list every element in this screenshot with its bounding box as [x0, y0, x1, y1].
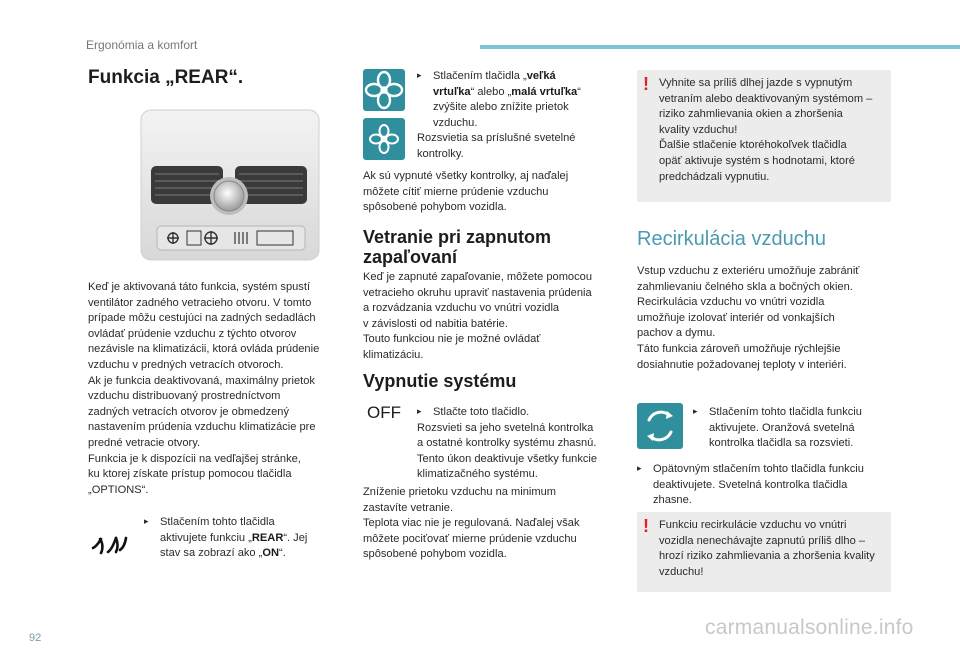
title-line: zapaľovaní	[363, 247, 457, 267]
text-line: Vstup vzduchu z exteriéru umožňuje zabrániť	[637, 265, 860, 277]
off-note	[363, 485, 618, 563]
warning-box-recirculation	[637, 512, 891, 592]
instr-line: aktivujete. Oranžová svetelná	[709, 421, 855, 434]
warning-box-ventilation	[637, 70, 891, 202]
text-line: klimatizáciu.	[363, 348, 424, 361]
instr-line: “ alebo „	[470, 85, 512, 98]
bullet-icon: ▸	[693, 406, 698, 416]
bullet-icon: ▸	[144, 516, 149, 526]
text-line: nezávisle na klimatizácii, ktorá ovláda prúdenie	[88, 343, 320, 356]
ventilation-title	[363, 227, 623, 267]
text-line: Funkcia je k dispozícii na vedľajšej stránke,	[88, 452, 301, 465]
text-line: „OPTIONS“.	[88, 483, 149, 496]
rear-function-icon	[88, 532, 132, 556]
rear-vent-panel-image	[137, 104, 323, 266]
text-line: predné vetracie otvory.	[88, 436, 201, 449]
text-line: a rozvádzania vzduchu vo vnútri vozidla	[363, 302, 560, 315]
on-keyword: ON	[262, 547, 279, 560]
instr-line: zvýšite alebo znížite prietok	[433, 101, 569, 114]
warning-icon: !	[643, 74, 649, 94]
text-line: Zníženie prietoku vzduchu na minimum	[363, 486, 556, 498]
instr-line: aktivujete funkciu „	[160, 531, 252, 544]
instr-line: Opätovným stlačením tohto tlačidla funkciu	[653, 463, 864, 475]
instr-line: “	[577, 85, 581, 98]
off-instruction	[417, 404, 627, 483]
instr-line: Stlačením tlačidla „	[433, 70, 527, 82]
recirculation-title: Recirkulácia vzduchu	[637, 228, 826, 250]
instr-line: kontrolka tlačidla sa rozsvieti.	[709, 437, 854, 450]
text-line: Recirkulácia vzduchu vo vnútri vozidla	[637, 296, 825, 309]
text-line: zadných vetracích otvorov je obmedzený	[88, 405, 290, 418]
recirculation-off-instruction	[637, 461, 897, 509]
fan-instruction	[417, 68, 617, 163]
text-line: Vyhnite sa príliš dlhej jazde s vypnutým	[659, 77, 853, 89]
bullet-icon: ▸	[637, 463, 642, 473]
instr-line: deaktivujete. Svetelná kontrolka tlačidla	[653, 478, 848, 491]
instr-line: klimatizačného systému.	[417, 468, 538, 481]
rear-function-description	[88, 280, 348, 498]
instr-line: Stlačte toto tlačidlo.	[433, 406, 530, 418]
instr-line: Rozsvietia sa príslušné svetelné	[417, 132, 576, 145]
instr-line: Tento úkon deaktivuje všetky funkcie	[417, 452, 598, 465]
recirculation-instruction	[693, 404, 893, 452]
instr-line: a ostatné kontrolky systému zhasnú.	[417, 437, 597, 450]
text-line: Keď je aktivovaná táto funkcia, systém spustí	[88, 281, 311, 293]
text-line: ventilátor zadného vetracieho otvoru. V tomto	[88, 296, 312, 309]
recirculation-icon	[637, 403, 683, 449]
text-line: dosiahnutie požadovanej teploty v interiéri.	[637, 358, 847, 371]
instr-line: stav sa zobrazí ako „	[160, 547, 263, 560]
off-button-label: OFF	[367, 403, 401, 422]
warning-icon: !	[643, 516, 649, 536]
text-line: nastavením prúdenia vzduchu klimatizácie pre	[88, 421, 316, 434]
ventilation-body	[363, 270, 618, 364]
text-line: spôsobené pohybom vozidla.	[363, 548, 507, 561]
section-label: Ergonómia a komfort	[86, 38, 198, 52]
text-line: Touto funkciou nie je možné ovládať	[363, 333, 541, 346]
bullet-icon: ▸	[417, 70, 422, 80]
instr-line: kontrolky.	[417, 147, 464, 160]
system-off-title: Vypnutie systému	[363, 371, 517, 391]
instr-line: Stlačením tohto tlačidla	[160, 516, 275, 528]
instr-line: Stlačením tohto tlačidla funkciu	[709, 406, 862, 418]
text-line: Teplota viac nie je regulovaná. Naďalej však	[363, 517, 580, 530]
watermark: carmanualsonline.info	[705, 616, 914, 639]
text-line: zahmlievaniu čelného skla a bočných okien.	[637, 280, 853, 293]
page-number: 92	[29, 632, 42, 644]
text-line: Táto funkcia zároveň umožňuje rýchlejšie	[637, 342, 841, 355]
text-line: ku ktorej získate prístup pomocou tlačidla	[88, 468, 292, 481]
fan-small-icon	[363, 118, 405, 160]
title-line: Vetranie pri zapnutom	[363, 227, 552, 247]
instr-line: vzduchu.	[433, 116, 478, 129]
rear-function-title: Funkcia „REAR“.	[88, 67, 244, 88]
text-line: Funkciu recirkulácie vzduchu vo vnútri	[659, 519, 847, 531]
fan-note	[363, 169, 613, 216]
text-line: predchádzali vypnutiu.	[659, 170, 770, 183]
text-line: vetracieho okruhu upraviť nastavenia prúdenia	[363, 286, 592, 299]
text-line: riziko zahmlievania okien a zhoršenia	[659, 108, 843, 121]
fan-large-icon	[363, 69, 405, 111]
text-line: vzduchu distribuovaný prostredníctvom	[88, 390, 281, 403]
keyword: vrtuľka	[433, 85, 471, 98]
text-line: v závislosti od nabitia batérie.	[363, 317, 508, 330]
text-line: vetraním alebo deaktivovaným systémom –	[659, 92, 873, 105]
text-line: hrozí riziko zahmlievania a zhoršenia kvality	[659, 550, 875, 563]
keyword: malá vrtuľka	[511, 85, 578, 98]
text-line: Ak je funkcia deaktivovaná, maximálny prietok	[88, 374, 315, 387]
text-line: kvality vzduchu!	[659, 123, 738, 136]
text-line: vzduchu v predných vetracích otvoroch.	[88, 358, 284, 371]
instr-line: “. Jej	[283, 531, 308, 544]
text-line: opäť aktivuje systém s hodnotami, ktoré	[659, 154, 855, 167]
text-line: Ďalšie stlačenie ktoréhokoľvek tlačidla	[659, 139, 847, 152]
instr-line: Rozsvieti sa jeho svetelná kontrolka	[417, 421, 594, 434]
instr-line: “.	[279, 547, 286, 560]
text-line: Keď je zapnuté zapaľovanie, môžete pomocou	[363, 271, 592, 283]
text-line: môžete pociťovať mierne prúdenie vzduchu	[363, 532, 577, 545]
text-line: vzduchu!	[659, 565, 704, 578]
text-line: ovládať prúdenie vzduchu z týchto otvorov	[88, 327, 297, 340]
text-line: umožňuje izolovať interiér od vonkajších	[637, 311, 835, 324]
text-line: vozidla nenechávajte zapnutú príliš dlho –	[659, 534, 865, 547]
text-line: môžete cítiť mierne prúdenie vzduchu	[363, 185, 549, 198]
text-line: Ak sú vypnuté všetky kontrolky, aj naďalej	[363, 170, 569, 182]
text-line: pachov a dymu.	[637, 327, 716, 340]
bullet-icon: ▸	[417, 406, 422, 416]
text-line: spôsobené pohybom vozidla.	[363, 201, 507, 214]
instr-line: zhasne.	[653, 494, 692, 507]
rear-keyword: REAR	[251, 531, 284, 544]
keyword: veľká	[526, 70, 556, 82]
text-line: prípade môžu cestujúci na zadných sedadlách	[88, 312, 316, 325]
recirculation-body	[637, 264, 899, 373]
text-line: zastavíte vetranie.	[363, 501, 454, 514]
header-divider	[480, 45, 960, 49]
rear-button-instruction	[144, 514, 354, 562]
